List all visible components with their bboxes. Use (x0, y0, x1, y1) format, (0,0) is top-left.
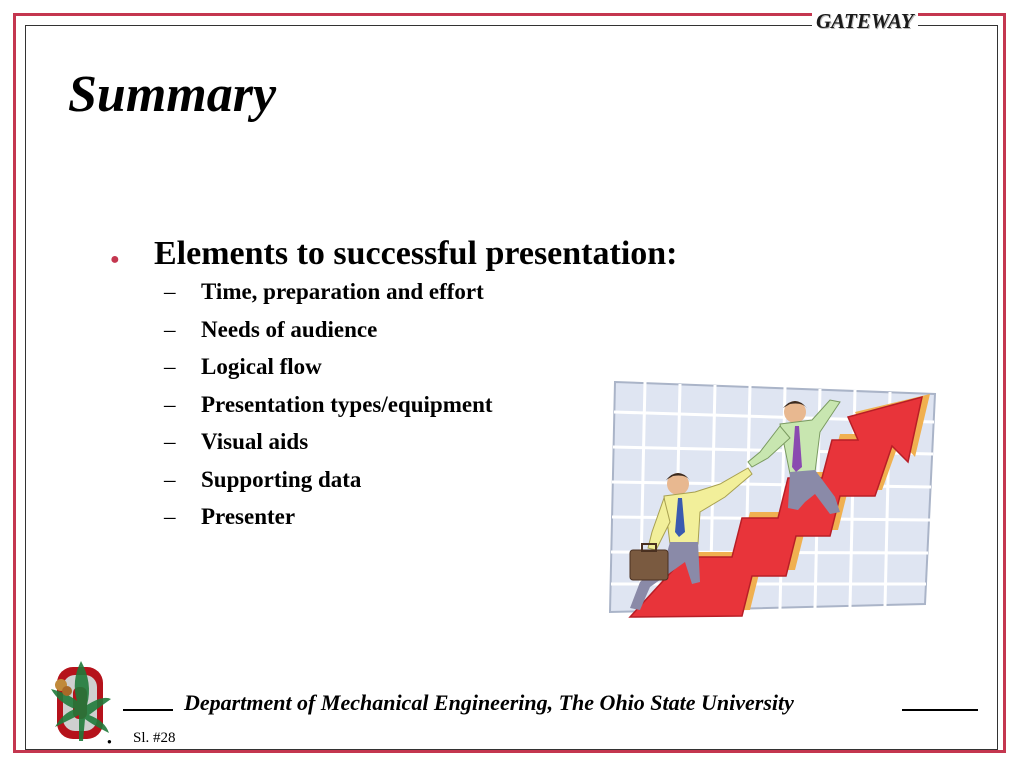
dash-icon: – (164, 429, 176, 454)
dash-icon: – (164, 391, 176, 417)
sub-bullet-item (164, 279, 678, 317)
climbing-arrow-clipart-icon (600, 372, 945, 622)
sub-bullet-text: Visual aids (201, 429, 309, 454)
slide-number: Sl. #28 (133, 730, 176, 746)
sub-bullet-text: Presenter (201, 504, 296, 529)
bullet-dot-icon: ● (110, 251, 120, 268)
sub-bullet-text: Supporting data (201, 466, 362, 492)
dash-icon: – (164, 279, 176, 304)
main-bullet-text: Elements to successful presentation: (154, 235, 678, 272)
slide-title: Summary (68, 66, 277, 123)
ohio-state-logo-icon (45, 655, 117, 747)
slide-content (110, 235, 678, 542)
dash-icon: – (164, 354, 176, 379)
sub-bullet-text: Needs of audience (201, 316, 378, 342)
sub-bullet-text: Time, preparation and effort (201, 279, 484, 304)
gateway-brand: GATEWAY (812, 9, 918, 34)
dash-icon: – (164, 504, 176, 529)
sub-bullet-text: Logical flow (201, 354, 322, 379)
sub-bullet-item (164, 317, 678, 355)
footer-rule-right (902, 709, 978, 711)
footer-rule-left (123, 709, 173, 711)
dash-icon: – (164, 466, 176, 492)
small-dot-icon: ● (107, 737, 112, 746)
sub-bullet-text: Presentation types/equipment (201, 391, 493, 417)
dash-icon: – (164, 316, 176, 342)
footer-department: Department of Mechanical Engineering, The Ohio State University (184, 690, 794, 715)
main-bullet (110, 235, 678, 273)
